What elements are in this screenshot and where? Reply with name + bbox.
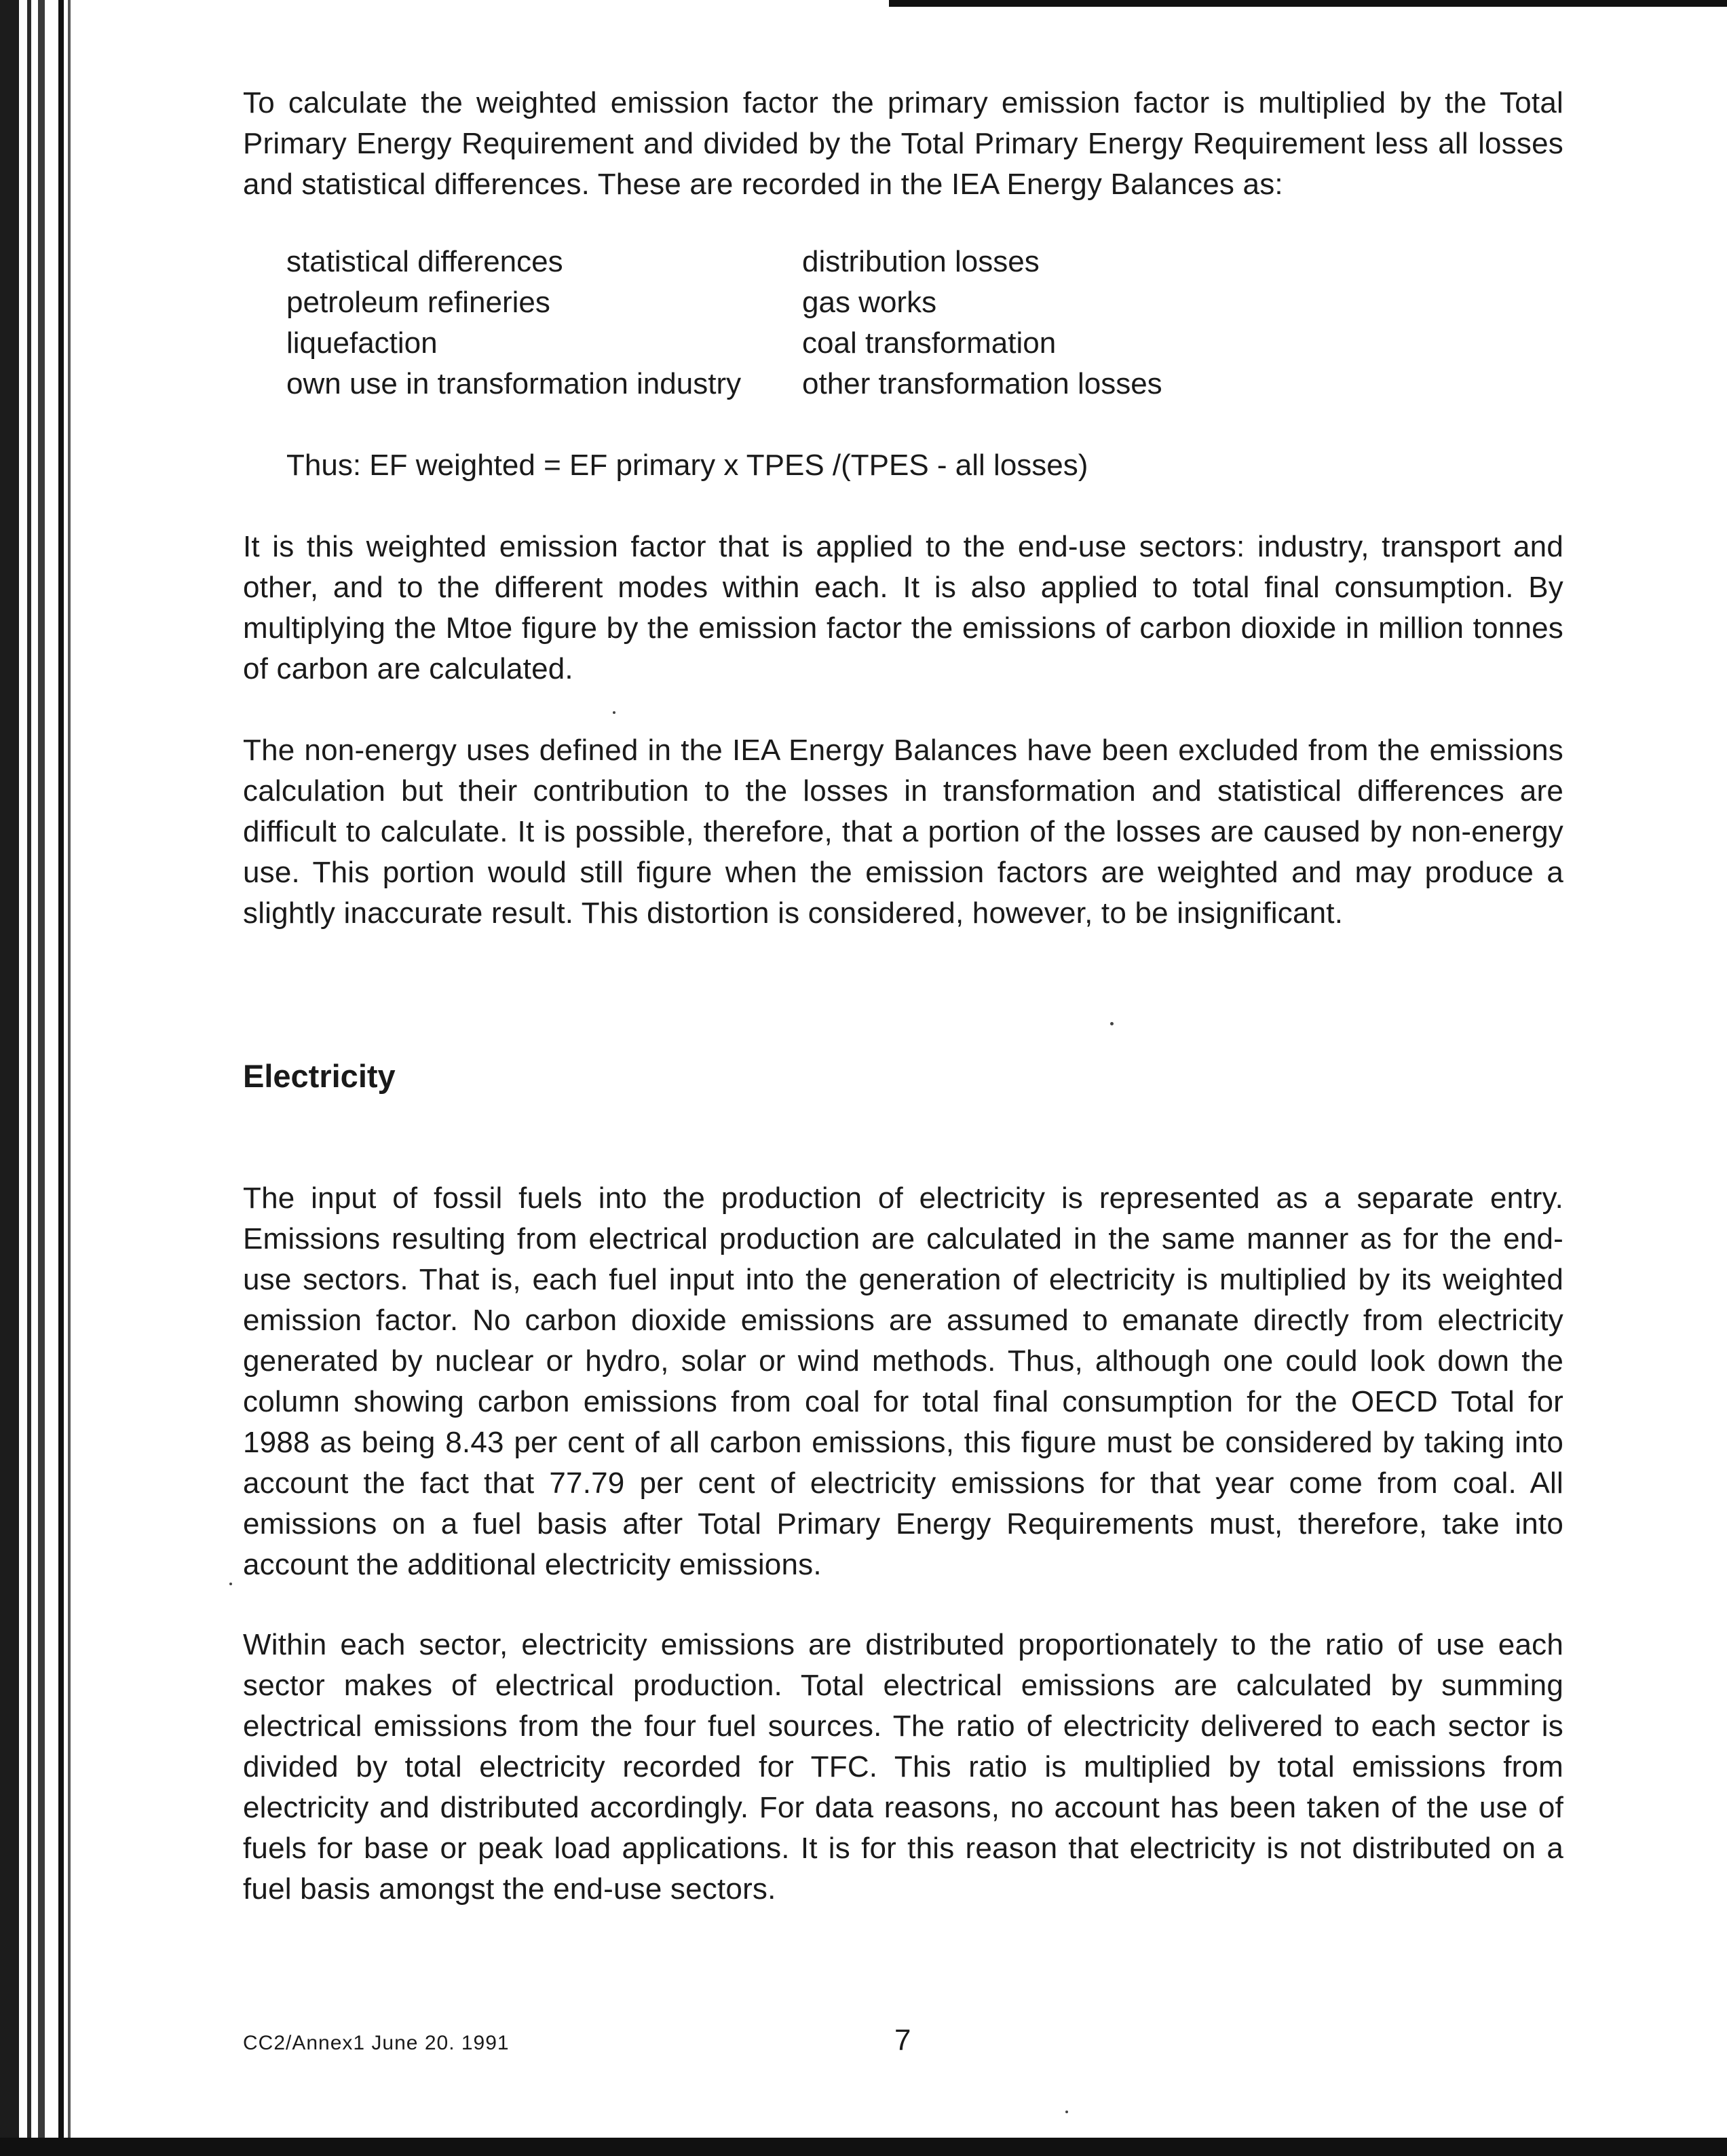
paragraph-end-use-sectors: It is this weighted emission factor that is applied to the end-use sectors: industry, transport and other, and to the different modes within each. It is also applied to total final consumption. By multiplying the Mtoe figure by the emission factor the emissions of carbon dioxide in million tonnes of carbon are calculated.: [243, 530, 1563, 685]
scan-bottom-edge: [0, 2138, 1727, 2156]
paragraph-electricity-distribution: Within each sector, electricity emissions are distributed proportionately to the ratio of use each sector makes of electrical production. Total electrical emissions are calculated by summing electrical emissions from the four fuel sources. The ratio of electricity delivered to each sector is divided by total electricity recorded for TFC. This ratio is multiplied by total emissions from electricity and distributed accordingly. For data reasons, no account has been taken of the use of fuels for base or peak load applications. It is for this reason that electricity is not distributed on a fuel basis amongst the end-use sectors.: [243, 1628, 1563, 1906]
loss-term: petroleum refineries: [286, 286, 550, 319]
loss-term: gas works: [802, 286, 937, 319]
scan-speck: [1065, 2111, 1068, 2113]
scan-left-edge: [0, 0, 80, 2156]
document-body: [243, 83, 1563, 1910]
paragraph-weighted-emission-intro: To calculate the weighted emission factor the primary emission factor is multiplied by the Total Primary Energy Requirement and divided by the Total Primary Energy Requirement less all losses and statistical differences. These are recorded in the IEA Energy Balances as:: [243, 86, 1563, 201]
weighted-ef-formula: Thus: EF weighted = EF primary x TPES /(TPES - all losses): [286, 449, 1088, 482]
paragraph-electricity-input: The input of fossil fuels into the production of electricity is represented as a separate entry. Emissions resulting from electrical production are calculated in the same manner as for the end-use sectors. That is, each fuel input into the generation of electricity is multiplied by its weighted emission factor. No carbon dioxide emissions are assumed to emanate directly from electricity generated by nuclear or hydro, solar or wind methods. Thus, although one could look down the column showing carbon emissions from coal for total final consumption for the OECD Total for 1988 as being 8.43 per cent of all carbon emissions, this figure must be considered by taking into account the fact that 77.79 per cent of electricity emissions for that year come from coal. All emissions on a fuel basis after Total Primary Energy Requirements must, therefore, take into account the additional electricity emissions.: [243, 1181, 1563, 1581]
paragraph-non-energy-uses: The non-energy uses defined in the IEA Energy Balances have been excluded from the emissions calculation but their contribution to the losses in transformation and statistical differences are difficult to calculate. It is possible, therefore, that a portion of the losses are caused by non-energy use. This portion would still figure when the emission factors are weighted and may produce a slightly inaccurate result. This distortion is considered, however, to be insignificant.: [243, 734, 1563, 930]
loss-term: statistical differences: [286, 245, 563, 278]
loss-terms-list: [286, 242, 1563, 404]
loss-term: other transformation losses: [802, 367, 1162, 400]
page-number: 7: [894, 2024, 911, 2057]
loss-term: own use in transformation industry: [286, 367, 742, 400]
scan-top-edge: [889, 0, 1727, 7]
loss-term: coal transformation: [802, 326, 1057, 360]
loss-term: distribution losses: [802, 245, 1040, 278]
scan-speck: [229, 1583, 232, 1585]
loss-term: liquefaction: [286, 326, 438, 360]
section-heading-electricity: Electricity: [243, 1058, 396, 1094]
footer-document-ref: CC2/Annex1 June 20. 1991: [243, 2032, 510, 2054]
